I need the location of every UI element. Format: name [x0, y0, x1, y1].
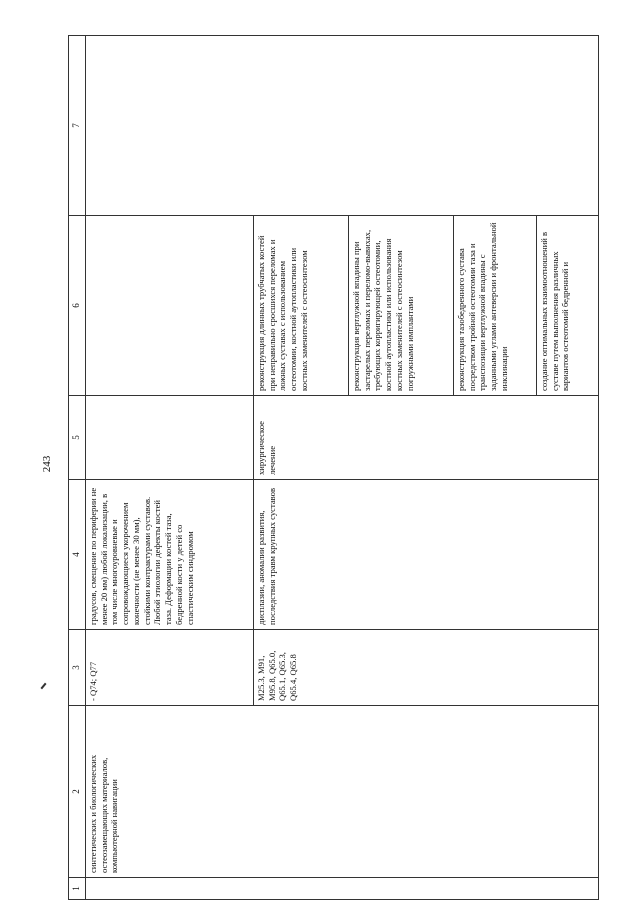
column-header-3: 3	[69, 630, 86, 706]
diagnosis-text: дисплазии, аномалии развития, последствия травм крупных суставов	[256, 488, 277, 625]
method-cell	[86, 706, 599, 878]
icd-codes-cell	[86, 630, 254, 706]
diagnosis-cell	[86, 480, 254, 630]
treatment-method-item: реконструкция вертлужной впадины при застарелых переломах и переломо-вывихах, требующих корригирующей остеотомии, костной аутопластики или использования костных заменителей с остеосинтезом погружными имплантами	[349, 216, 454, 395]
treatment-method-item: реконструкция тазобедренного сустава посредством тройной остеотомии таза и транспозиции вертлужной впадины с заданными углами антеверсии и фронтальной инклинации	[454, 216, 537, 395]
row-number-cell	[86, 878, 599, 900]
column-header-7: 7	[69, 36, 86, 216]
column-header-1: 1	[69, 878, 86, 900]
column-header-4: 4	[69, 480, 86, 630]
treatment-method-item: реконструкция длинных трубчатых костей при неправильно сросшихся переломах и ложных суставах с использованием остеотомии, костной аутопластики или костных заменителей с остеосинтезом	[254, 216, 349, 395]
header-row	[69, 36, 86, 900]
rotated-table-frame	[68, 36, 599, 900]
icd-codes-cell	[254, 630, 599, 706]
page-number: 243	[41, 455, 53, 473]
method-text: синтетических и биологических остеозамещающих материалов, компьютерной навигации	[88, 754, 120, 873]
treatment-type-cell	[254, 396, 599, 480]
column-header-2: 2	[69, 706, 86, 878]
treatment-type-cell	[86, 396, 254, 480]
icd-codes-text: - Q74; Q77	[88, 661, 98, 701]
procedures-table	[68, 35, 599, 900]
table-rotation-wrapper	[68, 36, 599, 900]
treatment-method-cell	[254, 216, 599, 396]
diagnosis-cell	[254, 480, 599, 630]
treatment-method-item: создание оптимальных взаимоотношений в суставе путем выполнения различных вариантов остеотомий бедренной и	[539, 231, 571, 391]
diagnosis-text: градусов, смещение по периферии не менее 20 мм) любой локализации, в том числе многоуровневые и сопровождающиеся укорочением конечности (не менее 30 мм), стойкими контрактурами суставов. Любой этиологии дефекты костей таза. Деформации костей таза, бедренной кости у детей со спастическим синдромом	[88, 487, 195, 625]
table-row	[86, 36, 254, 900]
column-header-6: 6	[69, 216, 86, 396]
treatment-type-text: хирургическое лечение	[256, 421, 277, 475]
norm-cell	[86, 36, 599, 216]
column-header-5: 5	[69, 396, 86, 480]
pen-mark	[40, 683, 46, 690]
treatment-method-cell	[86, 216, 254, 396]
icd-codes-text: M25.3, M91, M95.8, Q65.0, Q65.1, Q65.3, Q65.4, Q65.8	[256, 650, 299, 701]
